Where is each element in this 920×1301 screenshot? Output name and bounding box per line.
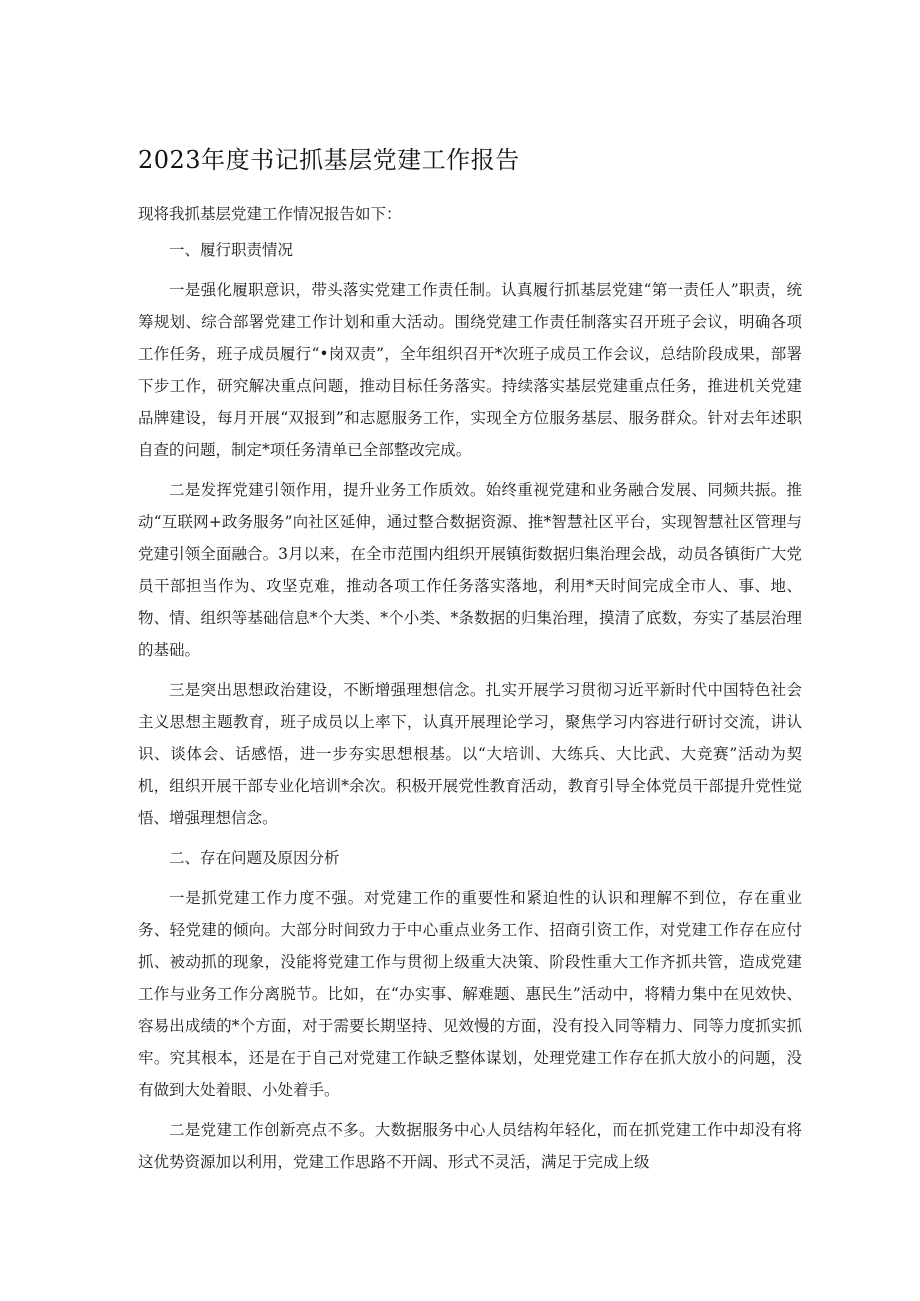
paragraph-1-1: 一是强化履职意识，带头落实党建工作责任制。认真履行抓基层党建“第一责任人”职责，统筹规划、综合部署党建工作计划和重大活动。围绕党建工作责任制落实召开班子会议，明确各项工作任务，班子成员履行“•岗双责”，全年组织召开*次班子成员工作会议，总结阶段成果，部署下步工作，研究解决重点问题，推动目标任务落实。持续落实基层党建重点任务，推进机关党建品牌建设，每月开展“双报到”和志愿服务工作，实现全方位服务基层、服务群众。针对去年述职自查的问题，制定*项任务清单已全部整改完成。 <box>138 281 802 459</box>
document-title: 2023年度书记抓基层党建工作报告 <box>138 146 520 174</box>
intro-paragraph: 现将我抓基层党建工作情况报告如下： <box>138 205 402 223</box>
section-heading-2: 二、存在问题及原因分析 <box>169 849 340 867</box>
section-heading-1: 一、履行职责情况 <box>169 241 294 259</box>
paragraph-1-3: 三是突出思想政治建设，不断增强理想信念。扎实开展学习贯彻习近平新时代中国特色社会主义思想主题教育，班子成员以上率下，认真开展理论学习，聚焦学习内容进行研讨交流，讲认识、谈体会、话感悟，进一步夯实思想根基。以“大培训、大练兵、大比武、大竞赛”活动为契机，组织开展干部专业化培训*余次。积极开展党性教育活动，教育引导全体党员干部提升党性觉悟、增强理想信念。 <box>138 681 802 827</box>
paragraph-1-2: 二是发挥党建引领作用，提升业务工作质效。始终重视党建和业务融合发展、同频共振。推动“互联网+政务服务”向社区延伸，通过整合数据资源、推*智慧社区平台，实现智慧社区管理与党建引领全面融合。3月以来，在全市范围内组织开展镇街数据归集治理会战，动员各镇街广大党员干部担当作为、攻坚克难，推动各项工作任务落实落地，利用*天时间完成全市人、事、地、物、情、组织等基础信息*个大类、*个小类、*条数据的归集治理，摸清了底数，夯实了基层治理的基础。 <box>138 481 802 659</box>
document-body <box>138 234 802 1186</box>
paragraph-2-2: 二是党建工作创新亮点不多。大数据服务中心人员结构年轻化，而在抓党建工作中却没有将这优势资源加以利用，党建工作思路不开阔、形式不灵活，满足于完成上级 <box>138 1121 802 1171</box>
paragraph-2-1: 一是抓党建工作力度不强。对党建工作的重要性和紧迫性的认识和理解不到位，存在重业务、轻党建的倾向。大部分时间致力于中心重点业务工作、招商引资工作，对党建工作存在应付抓、被动抓的现象，没能将党建工作与贯彻上级重大决策、阶段性重大工作齐抓共管，造成党建工作与业务工作分离脱节。比如，在“办实事、解难题、惠民生”活动中，将精力集中在见效快、容易出成绩的*个方面，对于需要长期坚持、见效慢的方面，没有投入同等精力、同等力度抓实抓牢。究其根本，还是在于自己对党建工作缺乏整体谋划，处理党建工作存在抓大放小的问题，没有做到大处着眼、小处着手。 <box>138 889 802 1099</box>
